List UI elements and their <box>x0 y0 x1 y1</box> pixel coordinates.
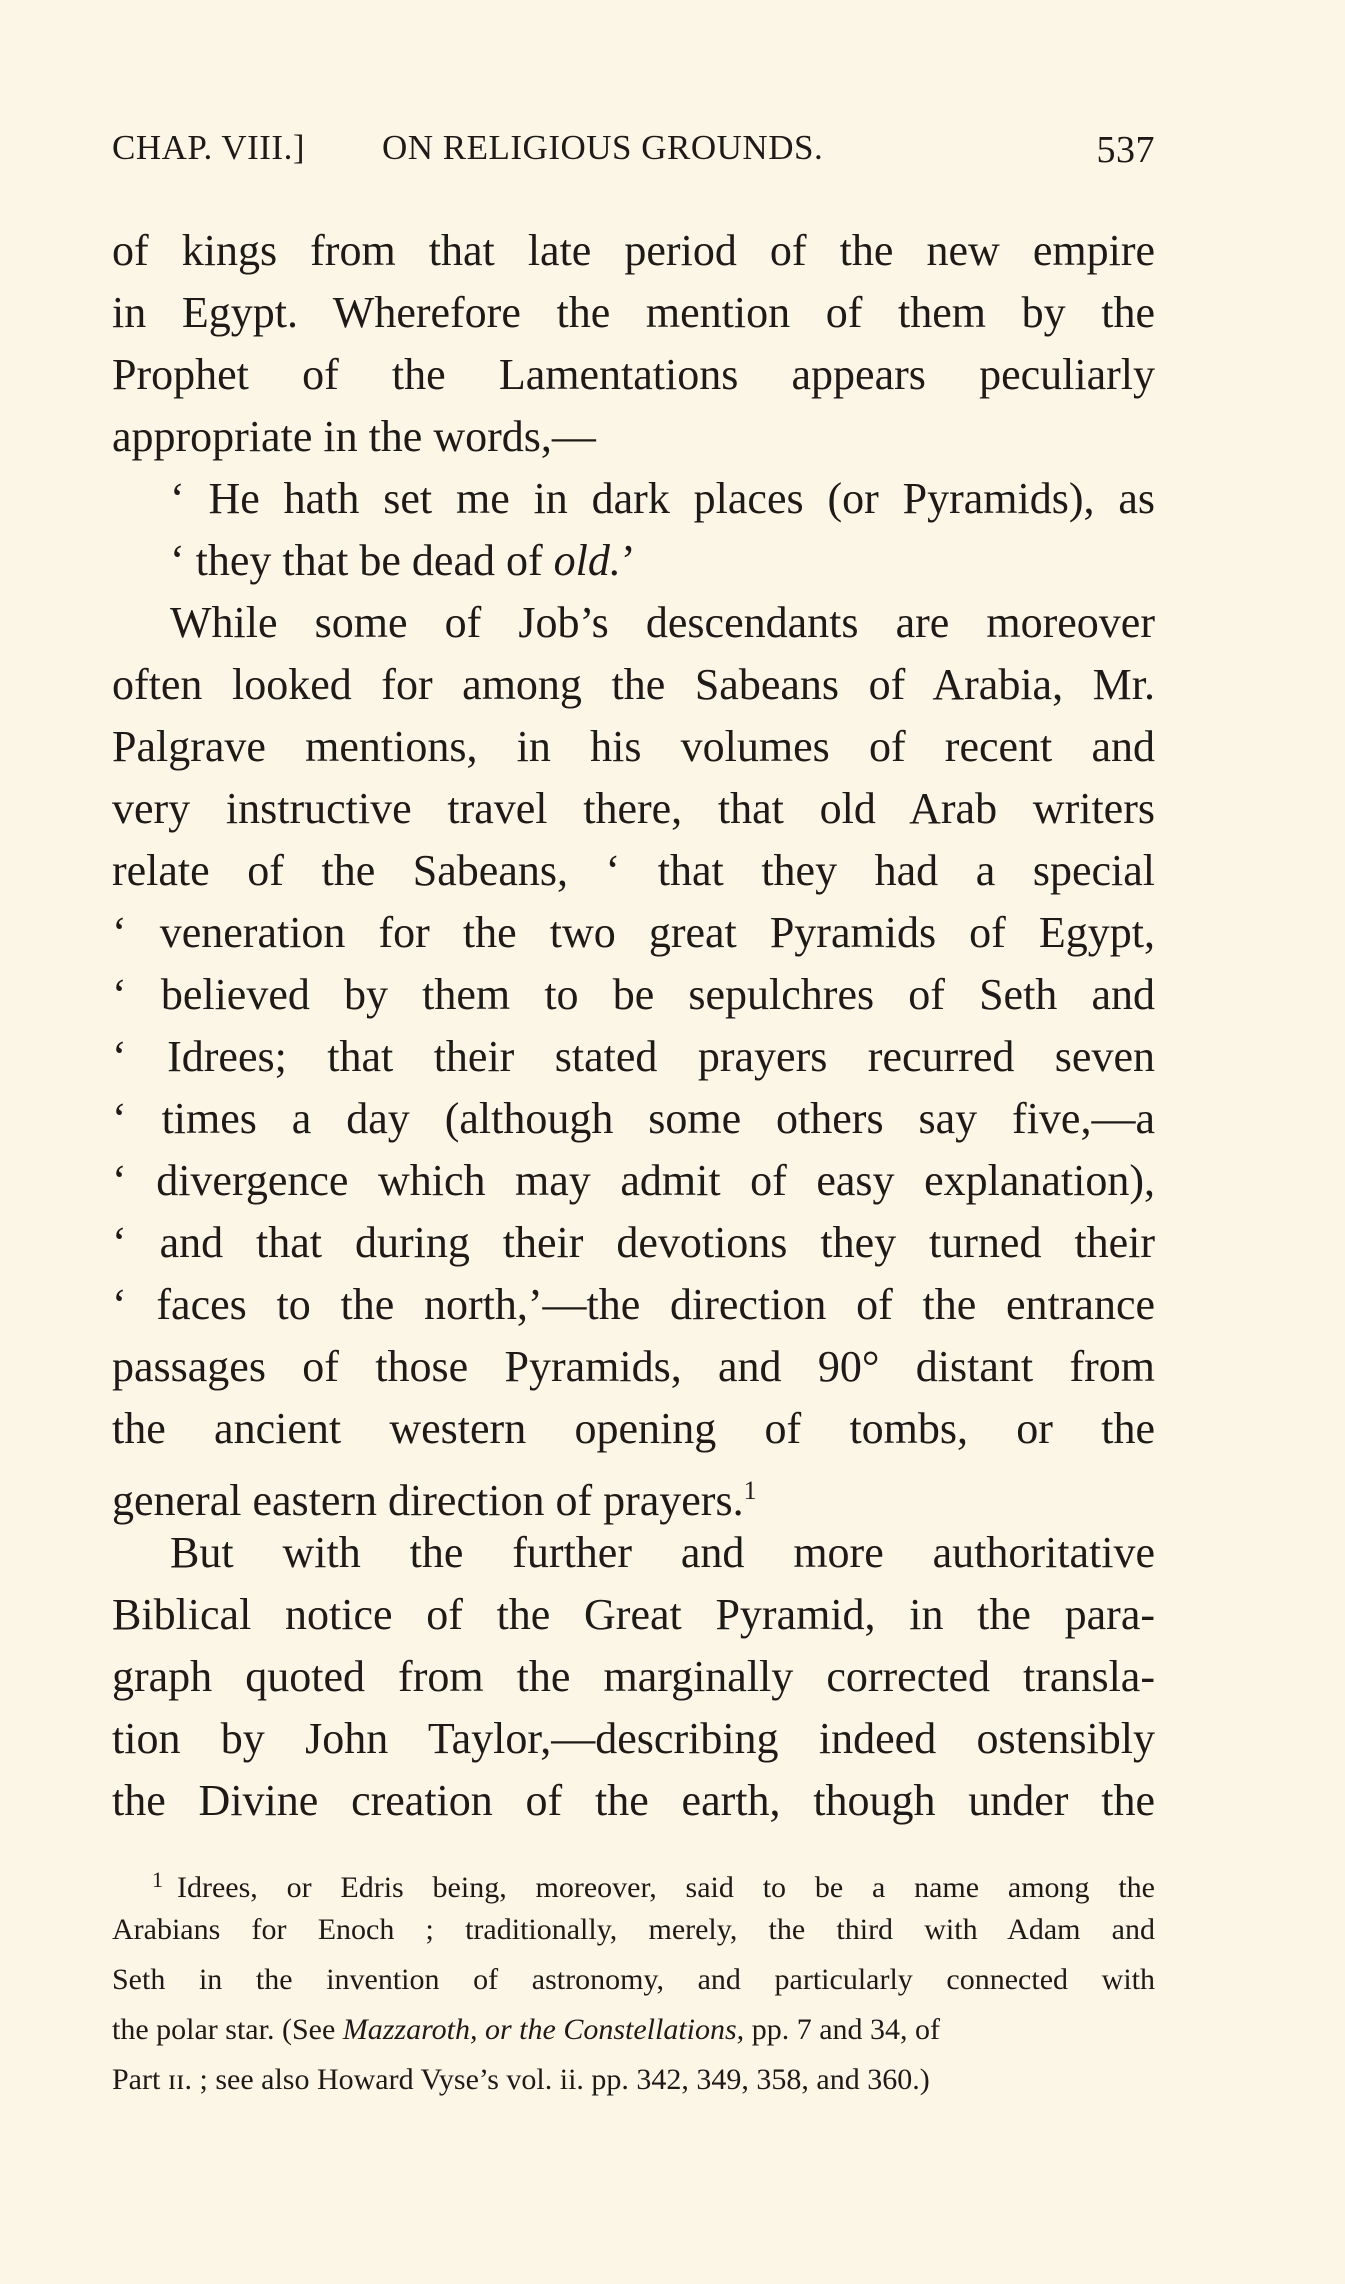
footnote-text: Idrees, or Edris being, moreover, said to be a name among the <box>177 1871 1155 1904</box>
quote-close: ’ <box>620 536 636 585</box>
text-line: ‘ Idrees; that their stated prayers recurred seven <box>112 1032 1155 1081</box>
text-line <box>112 1460 1155 1525</box>
text-line: appropriate in the words,— <box>112 412 596 461</box>
running-header <box>112 128 1155 178</box>
text-line: ‘ and that during their devotions they turned their <box>112 1218 1155 1267</box>
footnote-line: Arabians for Enoch ; traditionally, merely, the third with Adam and <box>112 1913 1155 1946</box>
footnote-line <box>112 2008 1155 2052</box>
text-line: very instructive travel there, that old Arab writers <box>112 784 1155 833</box>
running-title: ON RELIGIOUS GROUNDS. <box>382 128 824 167</box>
footnote-mark: 1 <box>152 1867 163 1892</box>
footnote-line: Part ɪɪ. ; see also Howard Vyse’s vol. ii. pp. 342, 349, 358, and 360.) <box>112 2063 930 2096</box>
text-line: ‘ veneration for the two great Pyramids of Egypt, <box>112 908 1155 957</box>
text-line: Biblical notice of the Great Pyramid, in the para- <box>112 1590 1155 1639</box>
page-number: 537 <box>1096 129 1155 171</box>
footnote-text: the polar star. (See <box>112 2013 343 2046</box>
book-title: Mazzaroth, or the Constellations, <box>342 2013 745 2046</box>
chapter-label: CHAP. VIII.] <box>112 128 305 167</box>
text-line: ‘ times a day (although some others say five,—a <box>112 1094 1155 1143</box>
text-line: But with the further and more authoritative <box>170 1528 1155 1577</box>
text-line: Prophet of the Lamentations appears peculiarly <box>112 350 1155 399</box>
text-span: general eastern direction of prayers. <box>112 1476 744 1525</box>
footnote-text: pp. 7 and 34, of <box>744 2013 940 2046</box>
text-line: often looked for among the Sabeans of Arabia, Mr. <box>112 660 1155 709</box>
text-line: tion by John Taylor,—describing indeed ostensibly <box>112 1714 1155 1763</box>
italic-word: old. <box>553 536 621 585</box>
quote-line <box>170 530 1155 592</box>
text-line: the Divine creation of the earth, though under the <box>112 1776 1155 1825</box>
text-line: relate of the Sabeans, ‘ that they had a special <box>112 846 1155 895</box>
text-line: in Egypt. Wherefore the mention of them by the <box>112 288 1155 337</box>
text-line: While some of Job’s descendants are moreover <box>170 598 1155 647</box>
quote-text: ‘ they that be dead of <box>170 536 554 585</box>
text-line: Palgrave mentions, in his volumes of recent and <box>112 722 1155 771</box>
text-line: graph quoted from the marginally corrected transla- <box>112 1652 1155 1701</box>
footnote-line: Seth in the invention of astronomy, and particularly connected with <box>112 1963 1155 1996</box>
quote-line: ‘ He hath set me in dark places (or Pyramids), as <box>170 474 1155 523</box>
text-line: the ancient western opening of tombs, or the <box>112 1404 1155 1453</box>
text-line: ‘ faces to the north,’—the direction of the entrance <box>112 1280 1155 1329</box>
text-line: ‘ divergence which may admit of easy explanation), <box>112 1156 1155 1205</box>
text-line: passages of those Pyramids, and 90° distant from <box>112 1342 1155 1391</box>
text-line: of kings from that late period of the new empire <box>112 226 1155 275</box>
footnote-ref: 1 <box>743 1476 757 1505</box>
footnote-line <box>152 1858 1155 1902</box>
text-line: ‘ believed by them to be sepulchres of Seth and <box>112 970 1155 1019</box>
